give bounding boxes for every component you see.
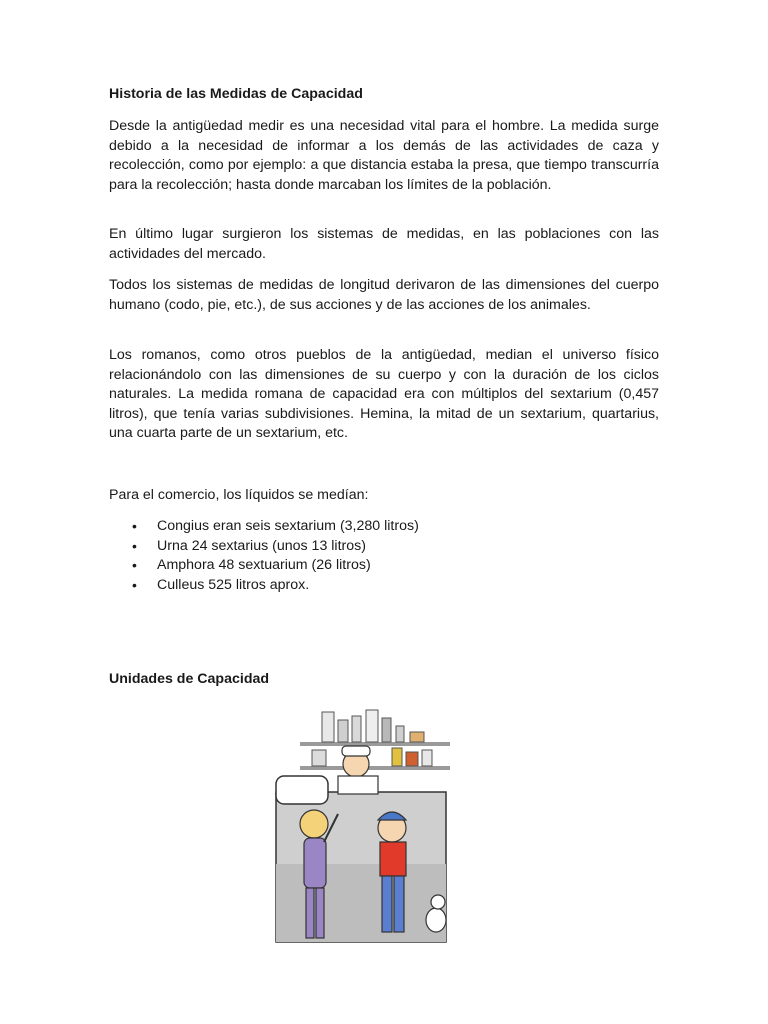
floor (276, 864, 446, 942)
paragraph-2: En último lugar surgieron los sistemas de medidas, en las poblaciones con las actividades del mercado. (109, 226, 659, 262)
bullet-icon: • (132, 518, 137, 534)
paragraph-4: Los romanos, como otros pueblos de la antigüedad, median el universo físico relacionándolo con las dimensiones de su cuerpo y con la duración de los ciclos naturales. La medida romana de capacidad era con múltiplos del sextarium (0,457 litros), que tenía varias subdivisiones. Hemina, la mitad de un sextarium, quartarius, una cuarta parte de un sextarium, etc. (109, 347, 659, 441)
section-title: Unidades de Capacidad (109, 671, 270, 687)
liquid-measures-list (109, 517, 419, 595)
list-item: • Culleus 525 litros aprox. (109, 576, 419, 596)
boy-icon (378, 812, 406, 932)
paragraph-5: Para el comercio, los líquidos se medían: (109, 487, 369, 503)
shelf-top (300, 742, 450, 746)
bullet-icon: • (132, 537, 137, 554)
bottles-icon (312, 710, 432, 766)
list-item: • Urna 24 sextarius (unos 13 litros) (109, 537, 419, 557)
paragraph-3: Todos los sistemas de medidas de longitud derivaron de las dimensiones del cuerpo humano (codo, pie, etc.), de sus acciones y de las acciones de los animales. (109, 277, 659, 313)
page-title: Historia de las Medidas de Capacidad (109, 86, 363, 102)
bullet-icon: • (132, 576, 137, 593)
shelf-bottom (300, 766, 450, 770)
list-item: • Congius eran seis sextarium (3,280 litros) (109, 517, 419, 537)
bullet-icon: • (132, 557, 137, 573)
paragraph-1: Desde la antigüedad medir es una necesidad vital para el hombre. La medida surge debido a la necesidad de informar a los demás de las actividades de caza y recolección, como por ejemplo: a que distancia estaba la presa, que tiempo transcurría para la recolección; hasta donde marcaban los límites de la población. (109, 118, 659, 193)
shop-counter-illustration (272, 706, 462, 946)
speech-bubble-icon (276, 776, 328, 804)
list-item: • Amphora 48 sextuarium (26 litros) (109, 556, 419, 576)
